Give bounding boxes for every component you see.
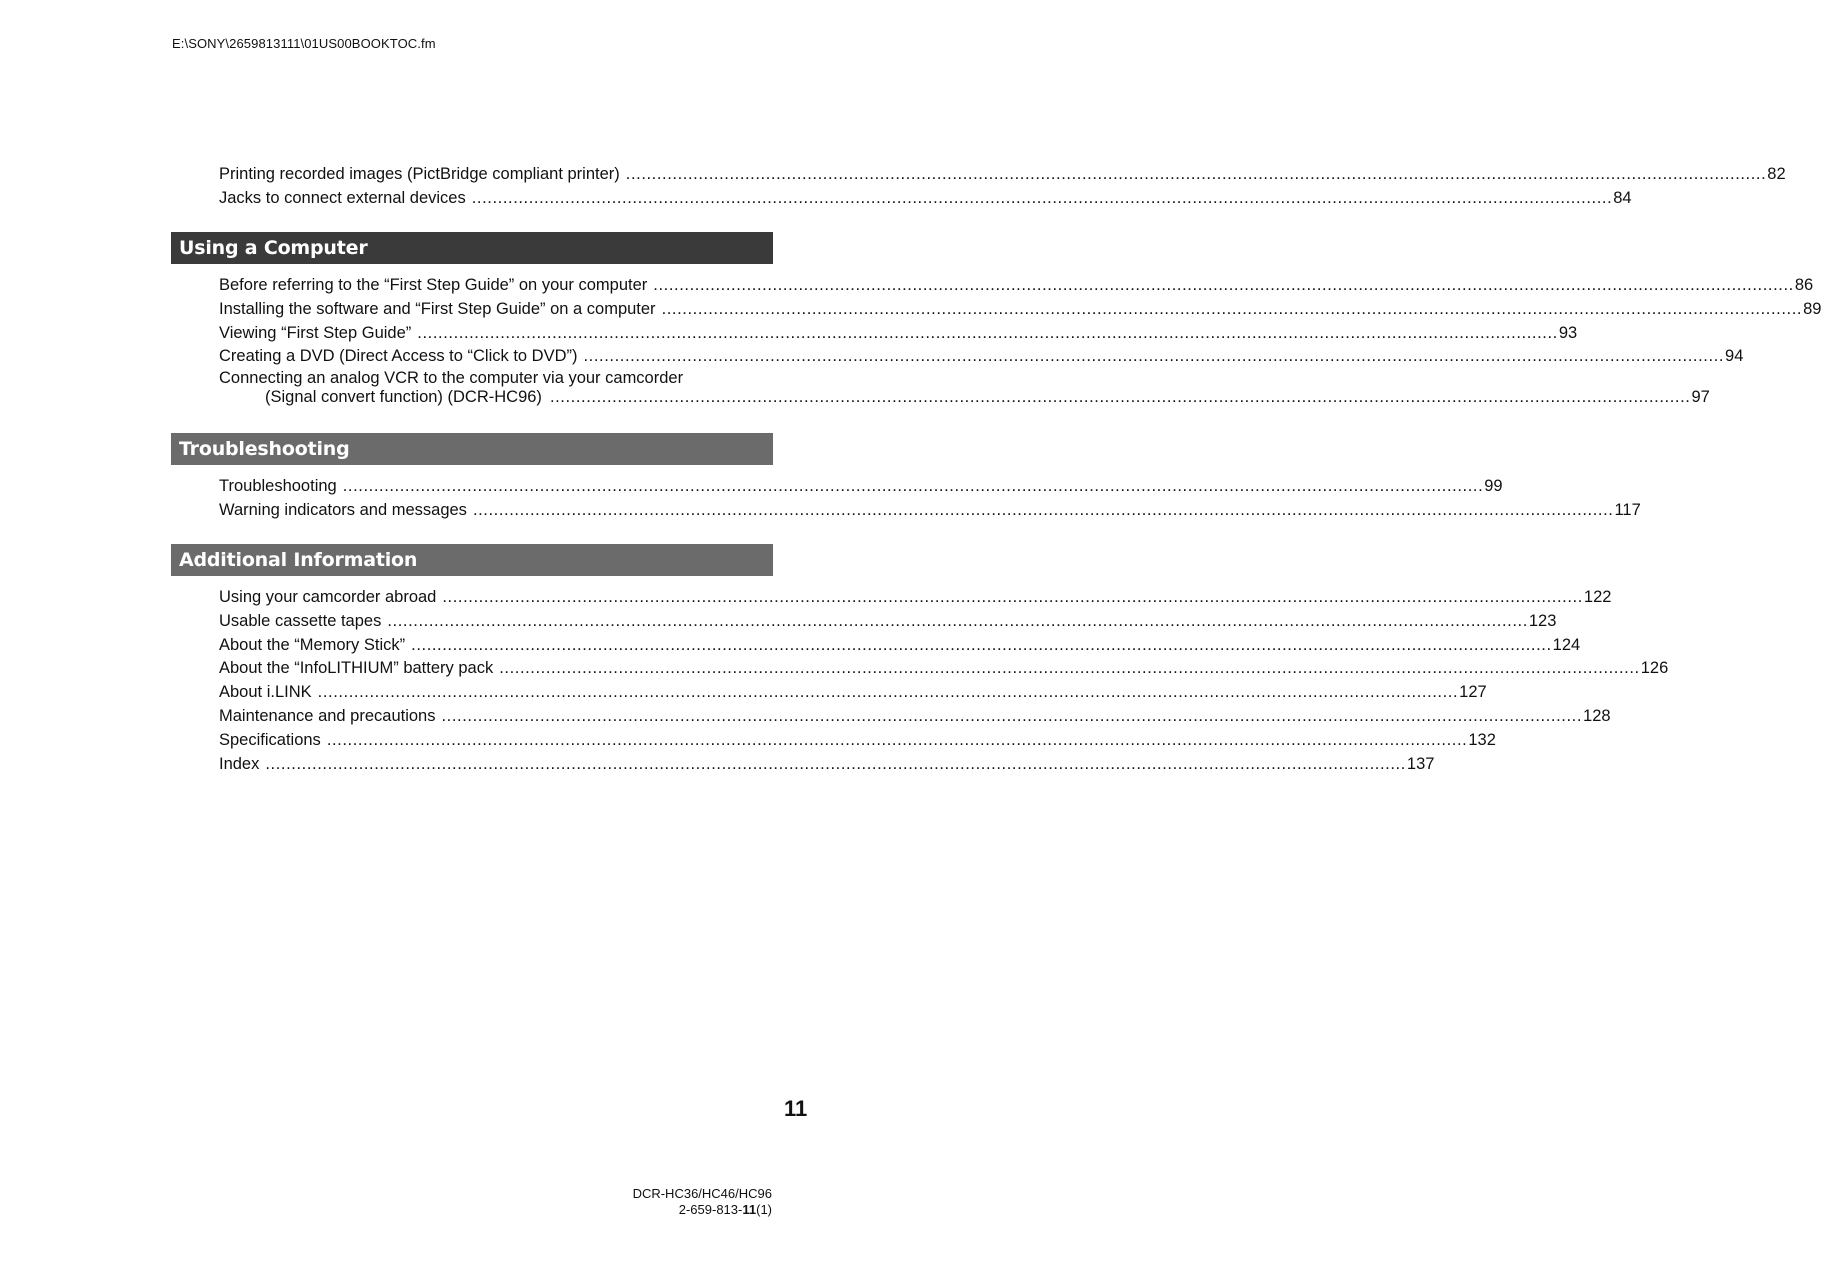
- toc-entry-label-continued: (Signal convert function) (DCR-HC96): [265, 388, 542, 407]
- toc-entry-label: Before referring to the “First Step Guide” on your computer: [219, 276, 648, 294]
- toc-entry-label: Index: [219, 754, 260, 773]
- toc-entry-label: Specifications: [219, 730, 321, 749]
- toc-entry-label: Warning indicators and messages: [219, 500, 467, 519]
- toc-entry-page: 127: [1459, 683, 1487, 702]
- toc-entry[interactable]: [219, 163, 1786, 187]
- toc-entry-label: Troubleshooting: [219, 477, 337, 495]
- toc-entry[interactable]: [219, 322, 1578, 346]
- section-header[interactable]: Troubleshooting: [171, 433, 773, 465]
- toc-entry-page: 124: [1552, 635, 1581, 654]
- toc-entry-page: 86: [1794, 276, 1814, 294]
- toc-entry[interactable]: [219, 681, 1487, 705]
- toc-entry[interactable]: [219, 657, 1669, 681]
- toc-entry-label: About the “Memory Stick”: [219, 635, 406, 654]
- dot-leader: ............................................................................................................................................................................................................................: [549, 388, 1691, 407]
- dot-leader: ............................................................................................................................................................................................................................: [661, 299, 1803, 318]
- dot-leader: ............................................................................................................................................................................................................................: [326, 730, 1468, 749]
- toc-entry-page: 99: [1484, 477, 1503, 495]
- toc-continued: [171, 163, 1786, 211]
- toc-entry-page: 117: [1614, 500, 1641, 519]
- toc-entry-label: Connecting an analog VCR to the computer via your camcorder: [219, 369, 684, 388]
- toc-entry-page: 132: [1468, 730, 1496, 749]
- section-header[interactable]: Using a Computer: [171, 232, 773, 264]
- footer-code-suffix: (1): [756, 1202, 772, 1217]
- toc-entry[interactable]: [219, 705, 1611, 729]
- toc-entry-two-line[interactable]: [219, 369, 1710, 407]
- toc-entry[interactable]: [219, 753, 1435, 777]
- dot-leader: ............................................................................................................................................................................................................................: [442, 588, 1583, 606]
- toc-entry-label: Usable cassette tapes: [219, 611, 382, 630]
- toc-entry[interactable]: [219, 586, 1612, 610]
- toc-entry-page: 128: [1583, 706, 1611, 725]
- dot-leader: ............................................................................................................................................................................................................................: [625, 165, 1767, 183]
- toc-entry-label: Installing the software and “First Step Guide” on a computer: [219, 299, 656, 318]
- file-path: E:\SONY\2659813111\01US00BOOKTOC.fm: [172, 36, 436, 51]
- toc-section-additional-information: [171, 544, 1669, 776]
- toc-section-troubleshooting: [171, 433, 1641, 523]
- toc-entry-label: About i.LINK: [219, 683, 312, 702]
- dot-leader: ............................................................................................................................................................................................................................: [471, 188, 1613, 207]
- toc-entry[interactable]: [219, 345, 1744, 369]
- toc-entry-page: 82: [1767, 165, 1786, 183]
- page-number: 11: [784, 1096, 808, 1121]
- toc-entry[interactable]: [219, 634, 1581, 658]
- toc-entry[interactable]: [219, 610, 1557, 634]
- footer-code-prefix: 2-659-813-: [678, 1202, 743, 1217]
- toc-entry[interactable]: [219, 475, 1503, 499]
- dot-leader: ............................................................................................................................................................................................................................: [441, 706, 1583, 725]
- dot-leader: ............................................................................................................................................................................................................................: [583, 347, 1725, 366]
- dot-leader: ............................................................................................................................................................................................................................: [472, 500, 1614, 519]
- toc-entry-label: Creating a DVD (Direct Access to “Click to DVD”): [219, 347, 578, 366]
- toc-entry-label: Using your camcorder abroad: [219, 588, 437, 606]
- footer-code: [633, 1202, 772, 1218]
- toc-entry-page: 137: [1406, 754, 1435, 773]
- toc-section-using-computer: [171, 232, 1821, 407]
- dot-leader: ............................................................................................................................................................................................................................: [411, 635, 1552, 654]
- dot-leader: ............................................................................................................................................................................................................................: [499, 659, 1640, 678]
- toc-entry-page: 93: [1558, 323, 1578, 342]
- toc-entry-page: 84: [1613, 188, 1632, 207]
- toc-entry[interactable]: [219, 499, 1641, 523]
- toc-entry-page: 122: [1583, 588, 1612, 606]
- dot-leader: ............................................................................................................................................................................................................................: [265, 754, 1406, 773]
- footer-model: DCR-HC36/HC46/HC96: [632, 1186, 772, 1201]
- toc-entry[interactable]: [219, 298, 1821, 322]
- toc-entry-page: 123: [1528, 611, 1557, 630]
- dot-leader: ............................................................................................................................................................................................................................: [417, 323, 1558, 342]
- toc-entry-label: Viewing “First Step Guide”: [219, 323, 412, 342]
- toc-entry-page: 97: [1691, 388, 1710, 407]
- dot-leader: ............................................................................................................................................................................................................................: [653, 276, 1794, 294]
- toc-entry-label: Maintenance and precautions: [219, 706, 436, 725]
- toc-entry-page: 89: [1803, 299, 1821, 318]
- toc-entry-label: Jacks to connect external devices: [219, 188, 466, 207]
- dot-leader: ............................................................................................................................................................................................................................: [342, 477, 1484, 495]
- toc-entry-label: About the “InfoLITHIUM” battery pack: [219, 659, 494, 678]
- footer: [633, 1186, 772, 1218]
- toc-entry[interactable]: [219, 187, 1632, 211]
- footer-code-bold: 11: [742, 1202, 757, 1217]
- toc-entry[interactable]: [219, 274, 1814, 298]
- toc-entry-page: 126: [1640, 659, 1669, 678]
- dot-leader: ............................................................................................................................................................................................................................: [387, 611, 1528, 630]
- section-header[interactable]: Additional Information: [171, 544, 773, 576]
- toc-entry-page: 94: [1725, 347, 1744, 366]
- toc-entry[interactable]: [219, 729, 1496, 753]
- dot-leader: ............................................................................................................................................................................................................................: [317, 683, 1459, 702]
- toc-entry-label: Printing recorded images (PictBridge compliant printer): [219, 165, 620, 183]
